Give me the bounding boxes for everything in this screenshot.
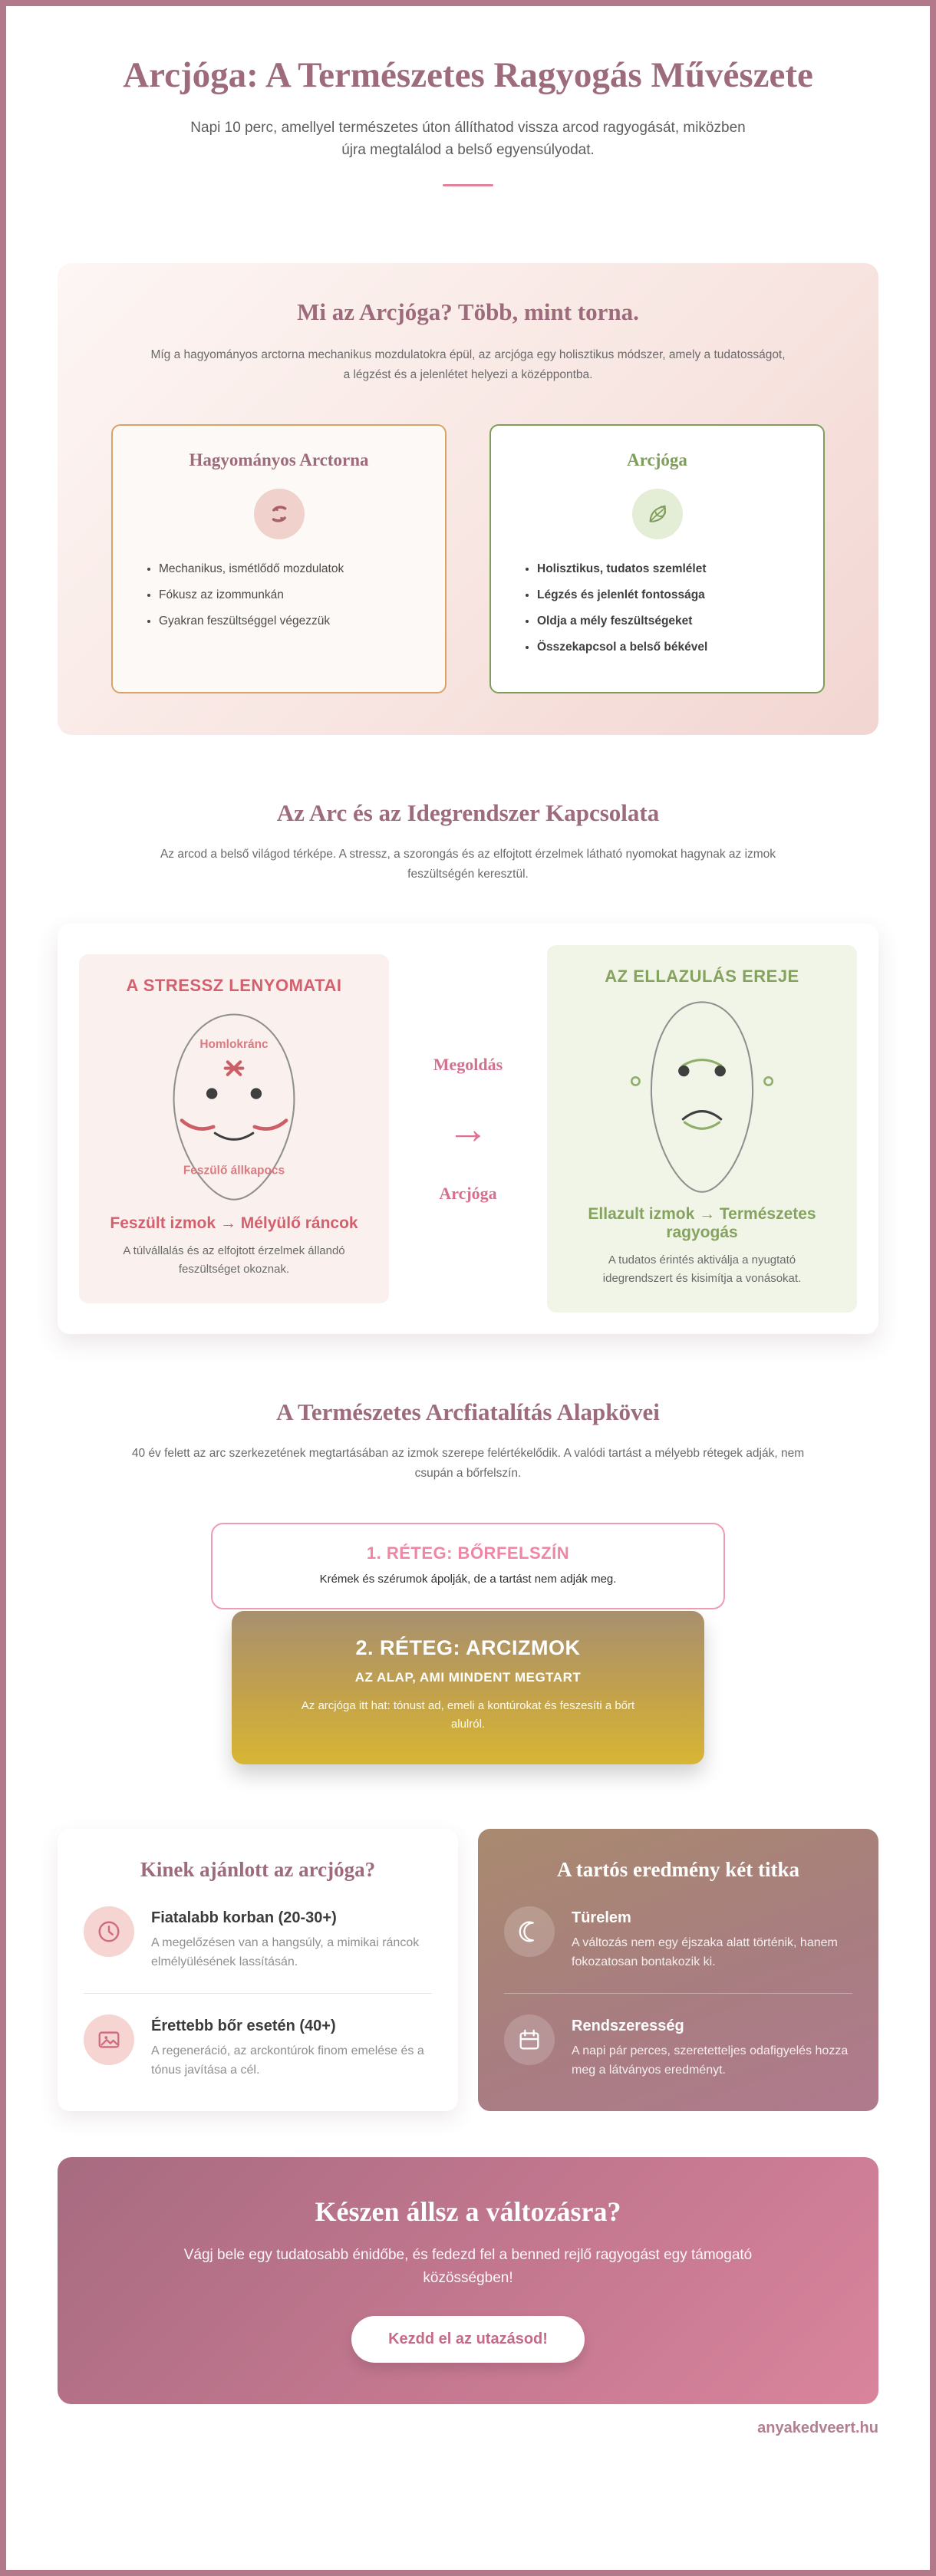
layer-card-skin — [211, 1523, 725, 1609]
section-foundations — [6, 1398, 930, 1764]
relax-note: A tudatos érintés aktiválja a nyugtató idegrendszert és kisimítja a vonásokat. — [602, 1253, 802, 1286]
audience-item-younger — [84, 1906, 432, 1972]
secrets-card — [478, 1829, 878, 2110]
bullet: • Légzés és jelenlét fontossága — [537, 587, 800, 604]
bullet: • Holisztikus, tudatos szemlélet — [537, 561, 800, 578]
stress-vs-relax-card — [58, 924, 878, 1334]
layer2-title: 2. RÉTEG: ARCIZMOK — [355, 1636, 581, 1660]
audience-item-mature — [84, 2014, 432, 2080]
item-title: Fiatalabb korban (20-30+) — [151, 1909, 337, 1927]
solution-label: Megoldás — [433, 1054, 503, 1074]
item-title: Rendszeresség — [572, 2018, 684, 2035]
audience-title: Kinek ajánlott az arcjóga? — [140, 1858, 376, 1882]
item-text: A regeneráció, az arckontúrok finom emelése és a tónus javítása a cél. — [151, 2044, 424, 2077]
relax-caption: Ellazult izmok → Természetes ragyogás — [588, 1205, 816, 1242]
layer1-title: 1. RÉTEG: BŐRFELSZÍN — [366, 1543, 570, 1563]
moon-icon — [504, 1906, 555, 1957]
bullet: • Összekapcsol a belső békével — [537, 639, 800, 656]
audience-card — [58, 1829, 458, 2110]
card-bullet-list — [514, 561, 800, 655]
item-divider — [84, 1993, 432, 1994]
repeat-arrows-icon — [254, 489, 305, 539]
layer2-text: Az arcjóga itt hat: tónust ad, emeli a kontúrokat és feszesíti a bőrt alulról. — [301, 1699, 635, 1731]
section-nervous-system — [6, 799, 930, 1334]
section-title: Mi az Arcjóga? Több, mint torna. — [297, 298, 639, 326]
bullet: • Fókusz az izommunkán — [159, 587, 422, 604]
secret-item-consistency — [504, 2014, 852, 2080]
section-title: Az Arc és az Idegrendszer Kapcsolata — [276, 799, 660, 827]
header-divider — [443, 184, 493, 186]
audience-item-body — [151, 2014, 432, 2080]
card-bullet-list — [136, 561, 422, 629]
section-what-is-facejoga — [58, 263, 878, 735]
layer-card-muscles — [232, 1611, 704, 1764]
relaxed-face-illustration — [610, 993, 794, 1198]
relax-panel-title: AZ ELLAZULÁS EREJE — [605, 967, 799, 987]
footer — [58, 2404, 878, 2437]
bullet: • Oldja a mély feszültségeket — [537, 613, 800, 630]
item-divider — [504, 1993, 852, 1994]
leaf-icon — [632, 489, 683, 539]
bullet: • Gyakran feszültséggel végezzük — [159, 613, 422, 630]
forehead-wrinkle-label: Homlokránc — [199, 1038, 269, 1052]
cta-title: Készen állsz a változásra? — [315, 2196, 621, 2227]
item-text: A napi pár perces, szeretetteljes odafigyelés hozza meg a látványos eredményt. — [572, 2044, 849, 2077]
site-link[interactable]: anyakedveert.hu — [757, 2420, 878, 2437]
secret-item-body — [572, 1906, 852, 1972]
stress-note: A túlvállalás és az elfojtott érzelmek állandó feszültséget okoznak. — [123, 1244, 345, 1276]
stress-panel-title: A STRESSZ LENYOMATAI — [126, 976, 342, 996]
layer1-text: Krémek és szérumok ápolják, de a tartást nem adják meg. — [319, 1573, 617, 1586]
comparison-cards — [111, 424, 825, 693]
solution-column — [389, 1055, 547, 1204]
card-traditional-facetraining — [111, 424, 447, 693]
image-icon — [84, 2014, 134, 2065]
section-title: A Természetes Arcfiatalítás Alapkövei — [276, 1398, 660, 1426]
stress-caption: Feszült izmok → Mélyülő ráncok — [110, 1214, 358, 1233]
secret-item-body — [572, 2014, 852, 2080]
card-title: Arcjóga — [627, 450, 687, 470]
relax-panel — [547, 945, 857, 1313]
item-text: A megelőzésen van a hangsúly, a mimikai ráncok elmélyülésének lassításán. — [151, 1936, 420, 1969]
page-title: Arcjóga: A Természetes Ragyogás Művészete — [123, 55, 813, 95]
bullet: • Mechanikus, ismétlődő mozdulatok — [159, 561, 422, 578]
item-title: Türelem — [572, 1909, 631, 1927]
section-intro: Míg a hagyományos arctorna mechanikus mozdulatokra épül, az arcjóga egy holisztikus módszer, amely a tudatosságot, a légzést és a jelenlétet helyezi a középpontba. — [150, 348, 786, 381]
jaw-tension-label: Feszülő állkapocs — [183, 1164, 285, 1178]
cta-section — [58, 2157, 878, 2405]
section-intro: 40 év felett az arc szerkezetének megtartásában az izmok szerepe felértékelődik. A valódi tartást a mélyebb rétegek adják, nem csupán a bőrfelszín. — [131, 1447, 805, 1480]
secret-item-patience — [504, 1906, 852, 1972]
calendar-icon — [504, 2014, 555, 2065]
clock-icon — [84, 1906, 134, 1957]
item-title: Érettebb bőr esetén (40+) — [151, 2018, 336, 2035]
layer2-subtitle: AZ ALAP, AMI MINDENT MEGTART — [354, 1670, 582, 1685]
start-journey-button[interactable]: Kezdd el az utazásod! — [351, 2316, 585, 2363]
cta-text: Vágj bele egy tudatosabb énidőbe, és fedezd fel a benned rejlő ragyogást egy támogató közösségben! — [183, 2246, 753, 2287]
right-arrow-icon: → — [447, 1105, 489, 1152]
card-facejoga — [489, 424, 825, 693]
card-title: Hagyományos Arctorna — [189, 450, 369, 470]
audience-and-secrets — [58, 1829, 878, 2110]
stress-panel — [79, 954, 389, 1303]
solution-method-label: Arcjóga — [439, 1183, 497, 1203]
secrets-title: A tartós eredmény két titka — [557, 1858, 799, 1882]
audience-item-body — [151, 1906, 432, 1972]
page-subtitle: Napi 10 perc, amellyel természetes úton állíthatod vissza arcod ragyogását, miközben újra megtalálod a belső egyensúlyodat. — [190, 120, 746, 158]
header — [6, 54, 930, 186]
stressed-face-illustration — [142, 1002, 326, 1207]
section-intro: Az arcod a belső világod térképe. A stressz, a szorongás és az elfojtott érzelmek látható nyomokat hagynak az izmok feszültségén keresztül. — [160, 848, 776, 881]
item-text: A változás nem egy éjszaka alatt történik, hanem fokozatosan bontakozik ki. — [572, 1936, 838, 1969]
